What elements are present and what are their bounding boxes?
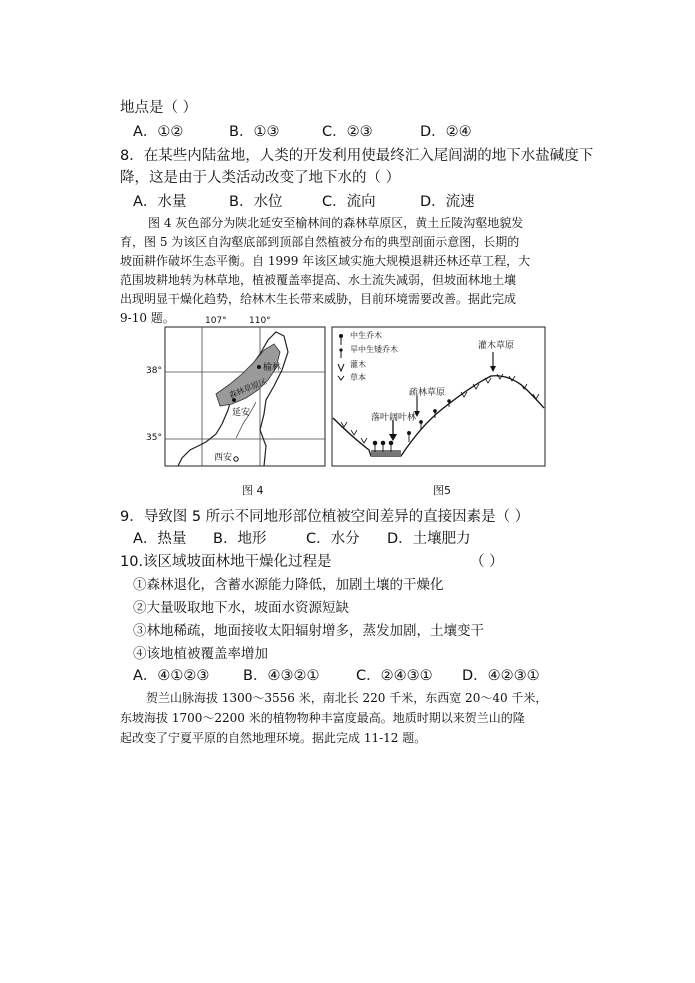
- yulin-marker: [257, 365, 261, 369]
- legend-item-1: 中生乔木: [350, 331, 382, 340]
- q10-item-2: ②大量吸取地下水，坡面水资源短缺: [133, 600, 349, 616]
- passage1-line5: 出现明显干燥化趋势，给林木生长带来威胁，目前环境需要改善。据此完成: [120, 292, 517, 306]
- passage1-line1: 图 4 灰色部分为陕北延安至榆林间的森林草原区，黄土丘陵沟壑地貌发: [148, 216, 524, 230]
- small-tree-icon: [339, 348, 342, 351]
- q10-item-4: ④该地植被覆盖率增加: [133, 646, 268, 662]
- q8-option-b: B．水位: [229, 194, 283, 210]
- q10-item-3: ③林地稀疏，地面接收太阳辐射增多，蒸发加剧，土壤变干: [133, 623, 484, 639]
- passage1-line3: 坡面耕作破坏生态平衡。自 1999 年该区域实施大规模退耕还林还草工程，大: [120, 254, 531, 268]
- q9-option-a: A．热量: [133, 531, 187, 547]
- q10-option-c: C．②④③①: [356, 668, 433, 684]
- q10-options: [133, 666, 540, 686]
- passage1-line6: 9-10 题。: [120, 311, 175, 325]
- figure-4-map: [146, 316, 330, 470]
- lat-label-38: 38°: [146, 366, 162, 376]
- lon-label-107: 107°: [205, 316, 227, 326]
- q7-option-c: C．②③: [322, 124, 373, 140]
- q9-option-c: C．水分: [306, 531, 360, 547]
- q10-option-a: A．④①②③: [133, 668, 210, 684]
- q8-option-a: A．水量: [133, 194, 187, 210]
- q8-option-d: D．流速: [420, 194, 475, 210]
- label-broadleaf-forest: 落叶阔叶林: [371, 413, 417, 423]
- place-yanan: 延安: [232, 408, 251, 418]
- lat-label-35: 35°: [146, 433, 162, 443]
- passage1-line2: 育，图 5 为该区自沟壑底部到顶部自然植被分布的典型剖面示意图，长期的: [120, 235, 520, 249]
- figure-4-caption: 图 4: [242, 484, 264, 497]
- region-label: 森林草原区: [227, 376, 269, 401]
- figure-5-caption: 图5: [433, 484, 451, 497]
- q9-option-b: B．地形: [213, 531, 267, 547]
- legend-item-2: 旱中生矮乔木: [350, 345, 398, 354]
- q10-option-d: D．④②③①: [462, 668, 540, 684]
- q9-options: [133, 529, 471, 549]
- tree-icon: [339, 334, 343, 338]
- legend-item-3: 灌木: [350, 360, 366, 369]
- q10-stem: 10.该区域坡面林地干燥化过程是: [120, 554, 332, 570]
- q8-options: [133, 192, 475, 212]
- place-yulin: 榆林: [263, 363, 282, 373]
- q9-option-d: D．土壤肥力: [387, 531, 471, 547]
- lon-label-110: 110°: [249, 316, 271, 326]
- q7-option-b: B．①③: [229, 124, 280, 140]
- legend-item-4: 草本: [350, 373, 366, 382]
- label-sparse-forest: 疏林草原: [409, 388, 446, 398]
- q10-option-b: B．④③②①: [243, 668, 320, 684]
- q8-option-c: C．流向: [322, 194, 376, 210]
- q8-stem-line2: 降，这是由于人类活动改变了地下水的（ ）: [120, 170, 401, 186]
- q8-stem-line1: 8．在某些内陆盆地，人类的开发利用使最终汇入尾闾湖的地下水盐碱度下: [120, 148, 594, 164]
- passage2-line1: 贺兰山脉海拔 1300～3556 米，南北长 220 千米，东西宽 20～40 千米，: [146, 691, 548, 705]
- q10-item-1: ①森林退化，含蓄水源能力降低，加剧土壤的干燥化: [133, 577, 444, 593]
- q9-stem: 9．导致图 5 所示不同地形部位植被空间差异的直接因素是（ ）: [120, 509, 530, 525]
- passage2-line3: 起改变了宁夏平原的自然地理环境。据此完成 11-12 题。: [120, 731, 427, 745]
- q10-answer-paren: （ ）: [470, 554, 504, 570]
- passage1-line4: 范围坡耕地转为林草地，植被覆盖率提高、水土流失减弱，但坡面林地土壤: [120, 273, 517, 287]
- q7-stem-tail: 地点是（ ）: [120, 100, 198, 116]
- label-shrub-grassland: 灌木草原: [478, 341, 515, 351]
- place-xian: 西安: [214, 453, 233, 463]
- figure-5-profile: [331, 326, 547, 468]
- q7-option-a: A．①②: [133, 124, 184, 140]
- q7-options: [133, 122, 472, 142]
- q7-option-d: D．②④: [420, 124, 472, 140]
- passage2-line2: 东坡海拔 1700～2200 米的植物物种丰富度最高。地质时期以来贺兰山的隆: [120, 711, 525, 725]
- valley-floor: [371, 450, 401, 456]
